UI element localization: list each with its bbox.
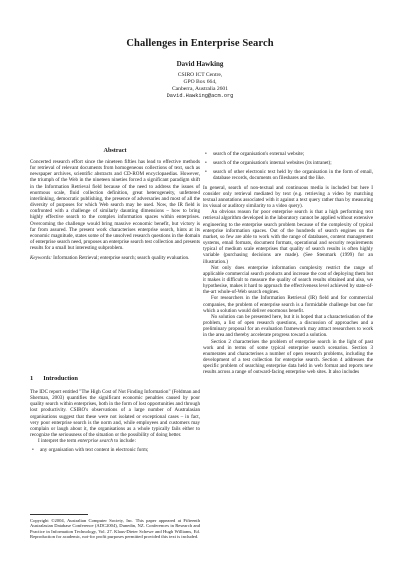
list-item: • search of the organisation's external website; [203, 151, 373, 157]
affiliation-line: Canberra, Australia 2601 [171, 86, 229, 93]
affiliation-line: GPO Box 664, [183, 79, 217, 86]
section-number: 1 [30, 375, 34, 382]
definition-suffix: to include: [114, 438, 136, 445]
body-paragraph: In general, search of non-textual and continuous media is included but here I consider only retrieval mediated by text (e.g. retrieving a video by matching textual annotations associated with it against a text query rather than by measuring its visual or auditory similarity to a video query). [203, 184, 373, 210]
left-column [30, 159, 200, 262]
copyright-footnote: Copyright ©2004, Australian Computer Society, Inc. This paper appeared at Fifteenth Australasian Database Conference (ADC2004), Dunedin, NZ. Conferences in Research and Practice in Information Technology, Vol. 27. Klaus-Dieter Schewe and Hugh Williams, Ed. Reproduction for academic, not-for profit purposes permitted provided this text is included. [30, 518, 200, 540]
definition-term: enterprise search [77, 438, 113, 445]
abstract-text: Concerted research effort since the nineteen fifties has lead to effective methods for retrieval of relevant documents from homogeneous collections of text, such as newspaper archives, scientific abstracts and CD-ROM encyclopaedias. However, the triumph of the Web in the nineteen nineties forced a significant paradigm shift in the Information Retrieval field because of the need to address the issues of enormous scale, fluid collection definition, great heterogeneity, unfettered interlinking, democratic publishing, the presence of adversaries and most of all the diversity of purposes for which Web search may be used. Now, the IR field is confronted with a challenge of similarly daunting dimensions – how to bring highly effective search to the complex information spaces within enterprises. Overcoming the challenge would bring massive economic benefit, but victory is far from assured. The present work characterises enterprise search, hints at its economic magnitude, states some of the unsolved research questions in the domain of enterprise search need, proposes an enterprise search test collection and presents results for a small but interesting subproblem. [30, 159, 200, 252]
author-name: David Hawking [176, 60, 224, 68]
section-title: Introduction [43, 375, 78, 382]
scope-list [30, 447, 200, 453]
list-item: • search of the organisation's internal websites (its intranet); [203, 160, 373, 166]
list-item: • any organisation with text content in electronic form; [30, 447, 200, 453]
author-affiliation [0, 72, 400, 100]
abstract-heading: Abstract [103, 147, 127, 154]
keywords-text: Information Retrieval; enterprise search; search quality evaluation. [53, 255, 190, 262]
intro-body [30, 389, 200, 454]
footnote-rule [30, 514, 88, 515]
affiliation-line: CSIRO ICT Centre, [177, 72, 223, 78]
body-paragraph: For researchers in the Information Retrieval (IR) field and for commercial companies, the problem of enterprise search is a formidable challenge but one for which a solution would deliver enormous benefit. [203, 295, 373, 314]
intro-definition-sentence [30, 438, 200, 444]
keywords-label: Keywords: [30, 255, 52, 262]
paper-title: Challenges in Enterprise Search [126, 38, 274, 49]
scope-list-continued [203, 151, 373, 182]
definition-prefix: I interpret the term [38, 438, 77, 445]
section-heading-introduction [30, 375, 78, 382]
author-email[interactable]: David.Hawking@acm.org [166, 93, 234, 100]
list-item: • search of other electronic text held by the organisation in the form of email, database records, documents on fileshares and the like. [203, 169, 373, 181]
right-column [203, 151, 373, 375]
intro-paragraph: The IDC report entitled "The High Cost of Not Finding Information" (Feldman and Sherman, 2003) quantifies the significant economic penalties caused by poor quality search within enterprises, both in the form of lost opportunities and through lost productivity. CSIRO's observations of a large number of Australasian organisations suggest that these were not isolated or exceptional cases – in fact, very poor enterprise search is the norm and, while employees and customers may complain or laugh about it, the organisations as a whole typically fails either to recognize the seriousness of the situation or the possibility of doing better. [30, 389, 200, 439]
body-paragraph: Section 2 characterises the problem of enterprise search in the light of past work and in terms of some typical enterprise search scenarios. Section 3 enumerates and characterises a number of open research problems, including the development of a test collection for enterprise search. Section 4 addresses the specific problem of searching enterprise data held in web format and reports new results across a range of outward-facing enterprise web sites. It also includes [203, 338, 373, 376]
body-paragraph: An obvious reason for poor enterprise search is that a high performing text retrieval algorithm developed in the laboratory cannot be applied without extensive engineering to the enterprise search problem because of the complexity of typical enterprise information spaces. Out of the hundreds of search engines on the market, so few are able to work with the range of databases, content management systems, email formats, document formats, operational and security requirements typical of medium scale enterprises that quality of search results is often highly variable (purchasing decisions are made). (See Stenmark (1999) for an illustration.) [203, 209, 373, 265]
keywords [30, 255, 200, 261]
body-paragraph: No solution can be presented here, but it is hoped that a characterisation of the problem, a list of open research questions, a discussion of approaches and a preliminary proposal for an evaluation framework may attract researchers to work in the area and thereby accelerate progress toward a solution. [203, 313, 373, 339]
body-paragraph: Not only does enterprise information complexity restrict the range of applicable commercial search products and increase the cost of deploying them but it makes it difficult to measure the quality of search results obtained and also, we hypothesise, makes it hard to approach the effectiveness level achieved by state-of-the-art whole-of-Web search engines. [203, 264, 373, 296]
